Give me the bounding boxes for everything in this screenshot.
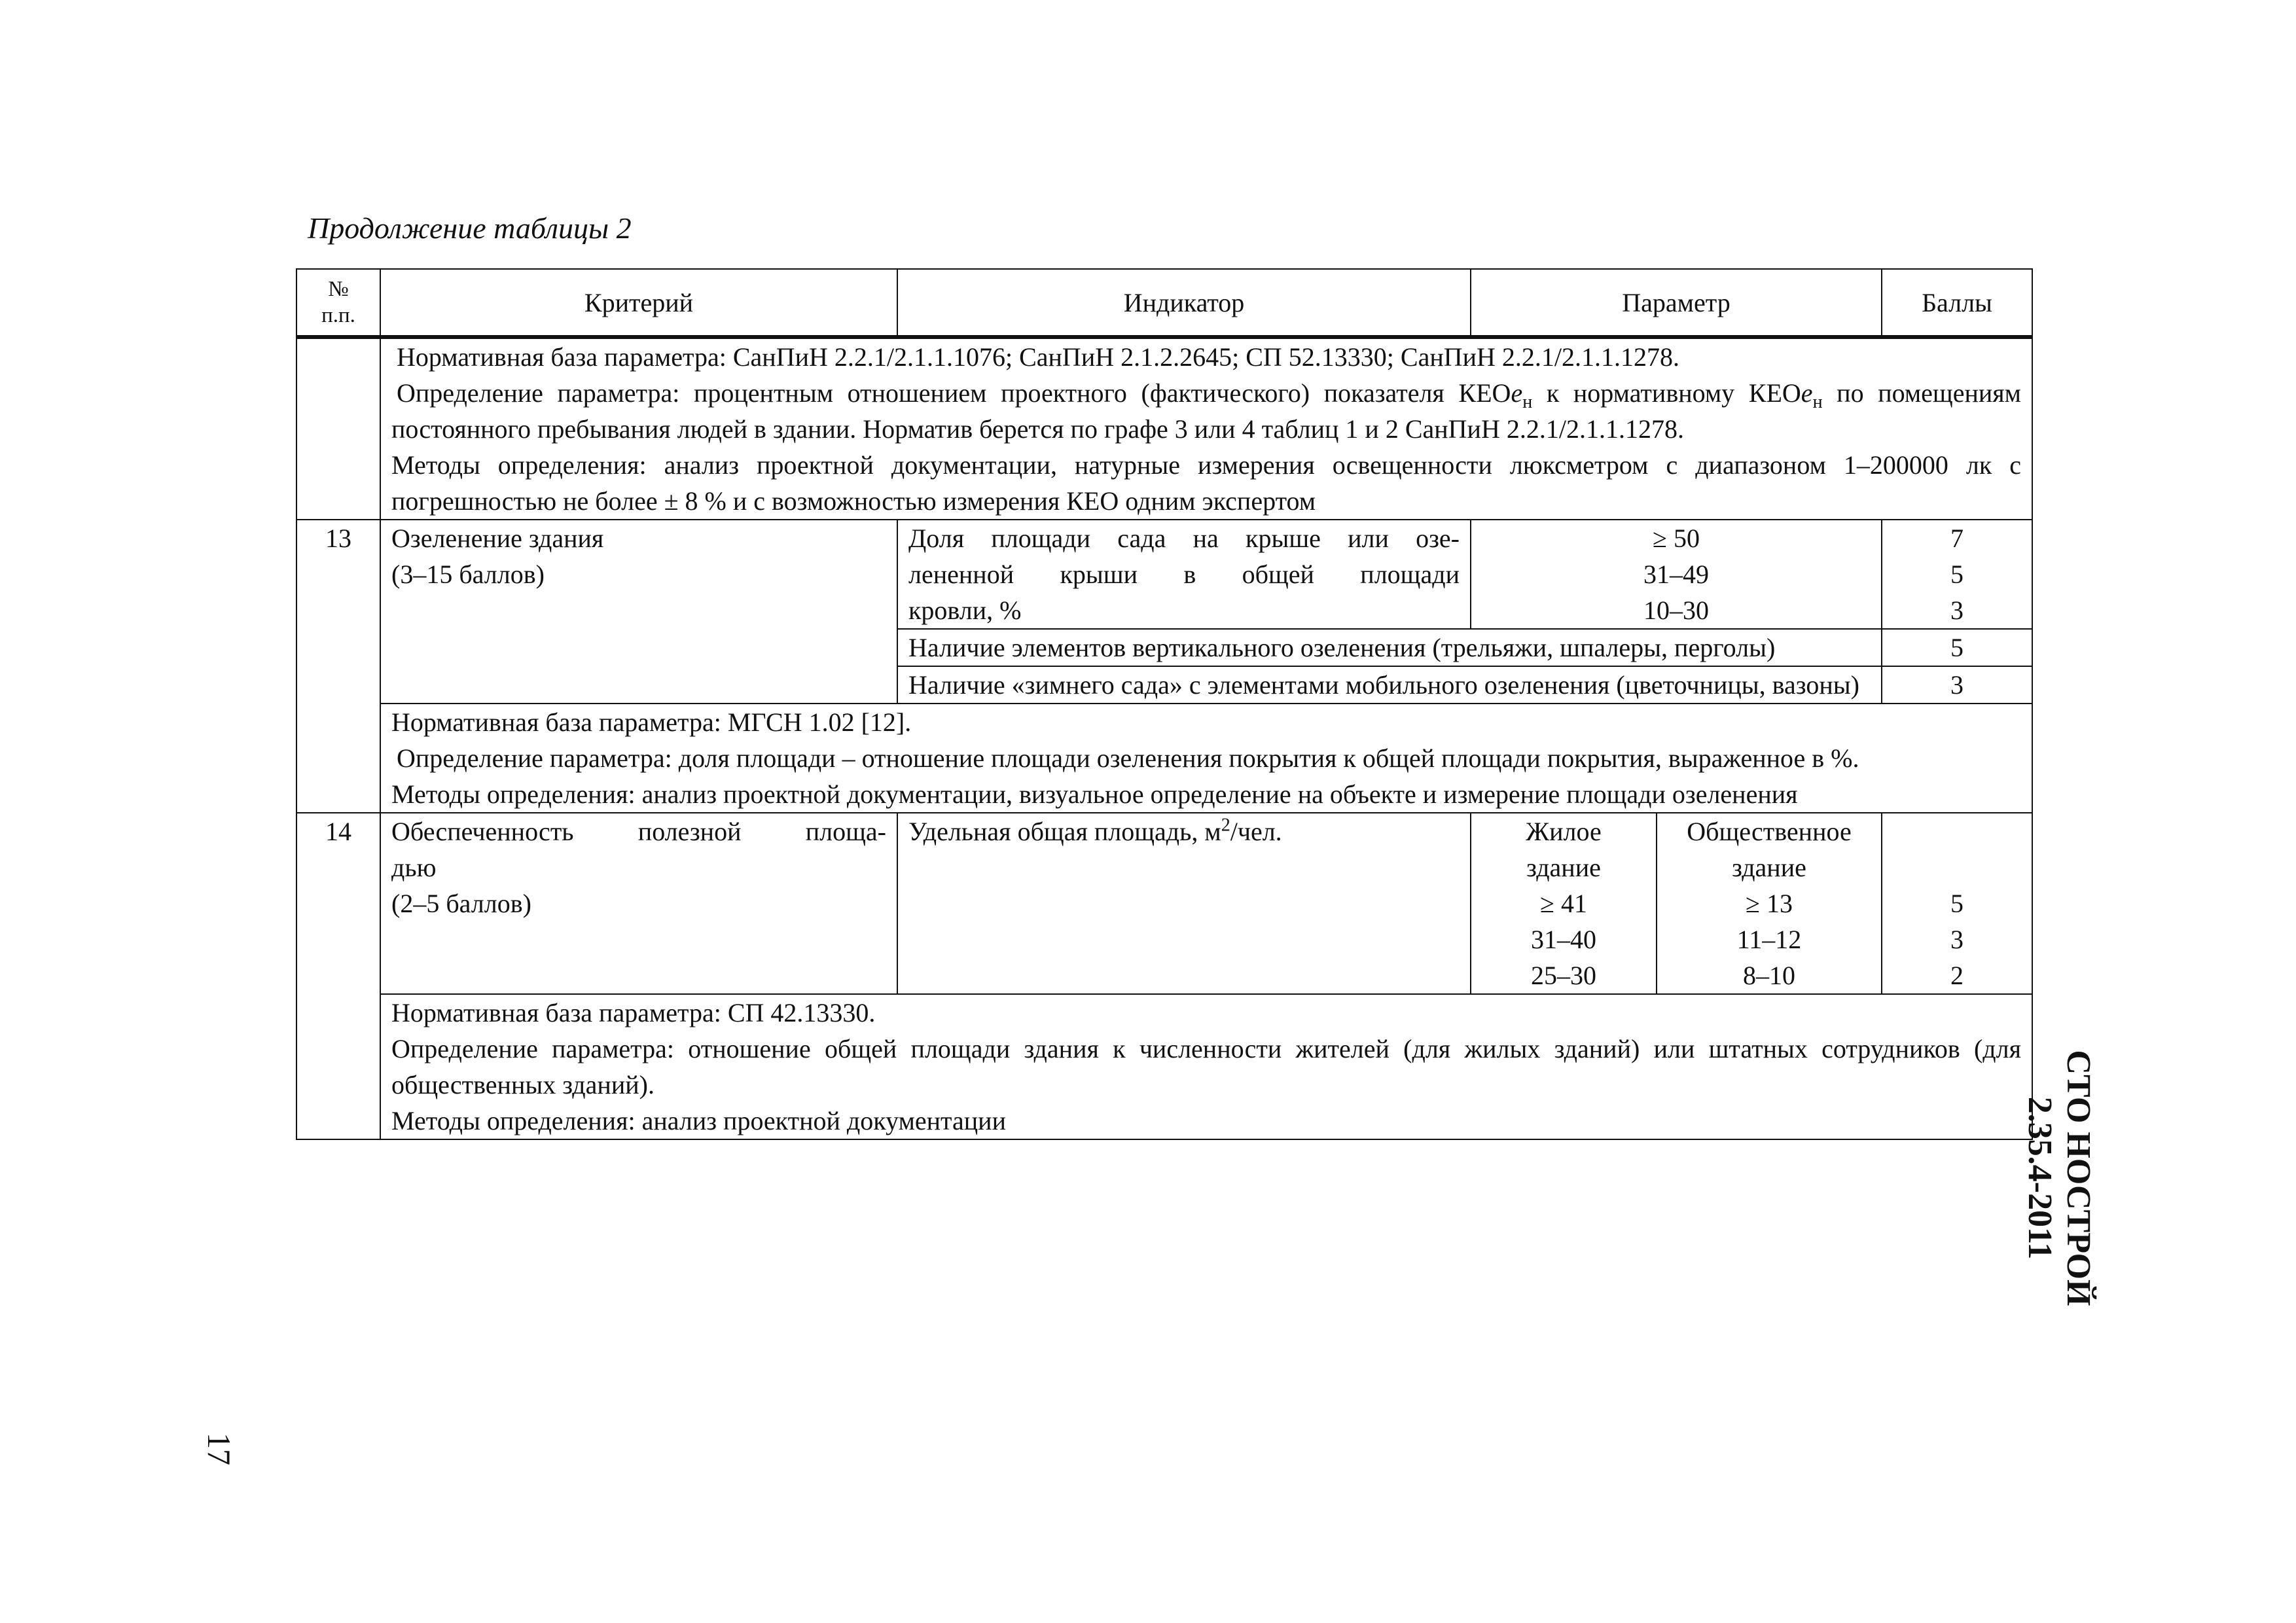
note-text: Определение параметра: процентным отношением проектного (фактического) показателя КЕО bbox=[397, 378, 1511, 408]
indicator-cell: Наличие элементов вертикального озеленения (трельяжи, шпалеры, перголы) bbox=[897, 629, 1882, 666]
number-cell-empty bbox=[296, 337, 380, 520]
page-number: 17 bbox=[201, 1433, 238, 1465]
note-text: е bbox=[1511, 378, 1523, 408]
parameter-subheader: Жилое bbox=[1526, 817, 1602, 846]
table-header-row bbox=[296, 269, 2032, 337]
parameter-value: 31–49 bbox=[1643, 560, 1709, 589]
criterion-cell bbox=[380, 520, 897, 704]
points-cell: 5 bbox=[1882, 629, 2032, 666]
criterion-line: Обеспеченность полезной площа- bbox=[391, 817, 886, 846]
note-base: Нормативная база параметра: МГСН 1.02 [12]. bbox=[391, 707, 912, 737]
indicator-text: Удельная общая площадь, м bbox=[908, 817, 1221, 846]
parameter-value: 10–30 bbox=[1643, 596, 1709, 625]
criterion-line: (2–5 баллов) bbox=[391, 889, 531, 918]
note-text: е bbox=[1801, 378, 1813, 408]
document-code: СТО НОСТРОЙ 2.35.4-2011 bbox=[2021, 1050, 2097, 1306]
header-indicator: Индикатор bbox=[897, 269, 1471, 337]
table-caption: Продолжение таблицы 2 bbox=[308, 211, 632, 245]
indicator-superscript: 2 bbox=[1221, 815, 1230, 836]
note-base: Нормативная база параметра: СанПиН 2.2.1/2.1.1.1076; СанПиН 2.1.2.2645; СП 52.13330; СанПиН 2.2.1/2.1.1.1278. bbox=[397, 342, 1680, 372]
note-subscript: н bbox=[1522, 392, 1533, 412]
indicator-line: кровли, % bbox=[908, 596, 1022, 625]
header-number-line: № bbox=[328, 277, 349, 301]
parameter-subheader: здание bbox=[1526, 853, 1601, 882]
indicator-cell bbox=[897, 520, 1471, 629]
note-definition: Определение параметра: отношение общей площади здания к численности жителей (для жилых зданий) или штатных сотрудников (для общественных зданий). bbox=[391, 1034, 2021, 1099]
note-methods: Методы определения: анализ проектной документации bbox=[391, 1106, 1006, 1135]
parameter-public-cell bbox=[1657, 813, 1882, 994]
header-parameter: Параметр bbox=[1471, 269, 1882, 337]
row-number: 13 bbox=[296, 520, 380, 813]
header-number-line: п.п. bbox=[321, 304, 355, 327]
points-value: 3 bbox=[1950, 596, 1964, 625]
note-cell-12 bbox=[380, 337, 2032, 520]
parameter-value: ≥ 41 bbox=[1540, 889, 1587, 918]
criterion-line: (3–15 баллов) bbox=[391, 560, 545, 589]
points-value: 2 bbox=[1950, 961, 1964, 990]
note-methods: Методы определения: анализ проектной документации, натурные измерения освещенности люксметром с диапазоном 1–200000 лк с погрешностью не более ± 8 % и с возможностью измерения КЕО одним экспертом bbox=[391, 450, 2021, 516]
row-number: 14 bbox=[296, 813, 380, 1139]
header-points: Баллы bbox=[1882, 269, 2032, 337]
parameter-residential-cell bbox=[1471, 813, 1657, 994]
header-number bbox=[296, 269, 380, 337]
points-cell: 3 bbox=[1882, 666, 2032, 704]
table-row-13-a bbox=[296, 520, 2032, 629]
note-row-12 bbox=[296, 337, 2032, 520]
indicator-cell bbox=[897, 813, 1471, 994]
parameter-value: 8–10 bbox=[1743, 961, 1795, 990]
points-value: 3 bbox=[1950, 925, 1964, 954]
table-row-14 bbox=[296, 813, 2032, 994]
criterion-line: дью bbox=[391, 853, 437, 882]
parameter-value: ≥ 50 bbox=[1653, 524, 1700, 553]
note-row-14 bbox=[296, 994, 2032, 1139]
parameter-value: 25–30 bbox=[1531, 961, 1596, 990]
parameter-value: 11–12 bbox=[1736, 925, 1802, 954]
criterion-cell bbox=[380, 813, 897, 994]
parameter-cell bbox=[1471, 520, 1882, 629]
indicator-line: лененной крыши в общей площади bbox=[908, 560, 1460, 589]
parameter-value: ≥ 13 bbox=[1746, 889, 1793, 918]
indicator-line: Доля площади сада на крыше или озе- bbox=[908, 524, 1460, 553]
indicator-text: /чел. bbox=[1230, 817, 1282, 846]
note-definition: Определение параметра: доля площади – отношение площади озеленения покрытия к общей площади покрытия, выраженное в %. bbox=[397, 743, 1859, 773]
note-row-13 bbox=[296, 704, 2032, 813]
indicator-cell: Наличие «зимнего сада» с элементами мобильного озеленения (цветочницы, вазоны) bbox=[897, 666, 1882, 704]
points-cell bbox=[1882, 813, 2032, 994]
note-cell-14 bbox=[380, 994, 2032, 1139]
points-value: 7 bbox=[1950, 524, 1964, 553]
header-criterion: Критерий bbox=[380, 269, 897, 337]
points-value: 5 bbox=[1950, 560, 1964, 589]
parameter-subheader: здание bbox=[1732, 853, 1806, 882]
parameter-subheader: Общественное bbox=[1687, 817, 1852, 846]
note-methods: Методы определения: анализ проектной документации, визуальное определение на объекте и измерение площади озеленения bbox=[391, 779, 1798, 809]
note-text: по помещениям постоянного пребывания людей в здании. Норматив берется по графе 3 или 4 таблиц 1 и 2 СанПиН 2.2.1/2.1.1.1278. bbox=[391, 378, 2021, 444]
parameter-value: 31–40 bbox=[1531, 925, 1596, 954]
note-definition bbox=[391, 375, 2021, 447]
note-text: к нормативному КЕО bbox=[1532, 378, 1801, 408]
note-base: Нормативная база параметра: СП 42.13330. bbox=[391, 998, 876, 1027]
note-subscript: н bbox=[1812, 392, 1823, 412]
criteria-table bbox=[296, 268, 2033, 1140]
criterion-line: Озеленение здания bbox=[391, 524, 604, 553]
note-cell-13 bbox=[380, 704, 2032, 813]
points-value: 5 bbox=[1950, 889, 1964, 918]
points-cell bbox=[1882, 520, 2032, 629]
